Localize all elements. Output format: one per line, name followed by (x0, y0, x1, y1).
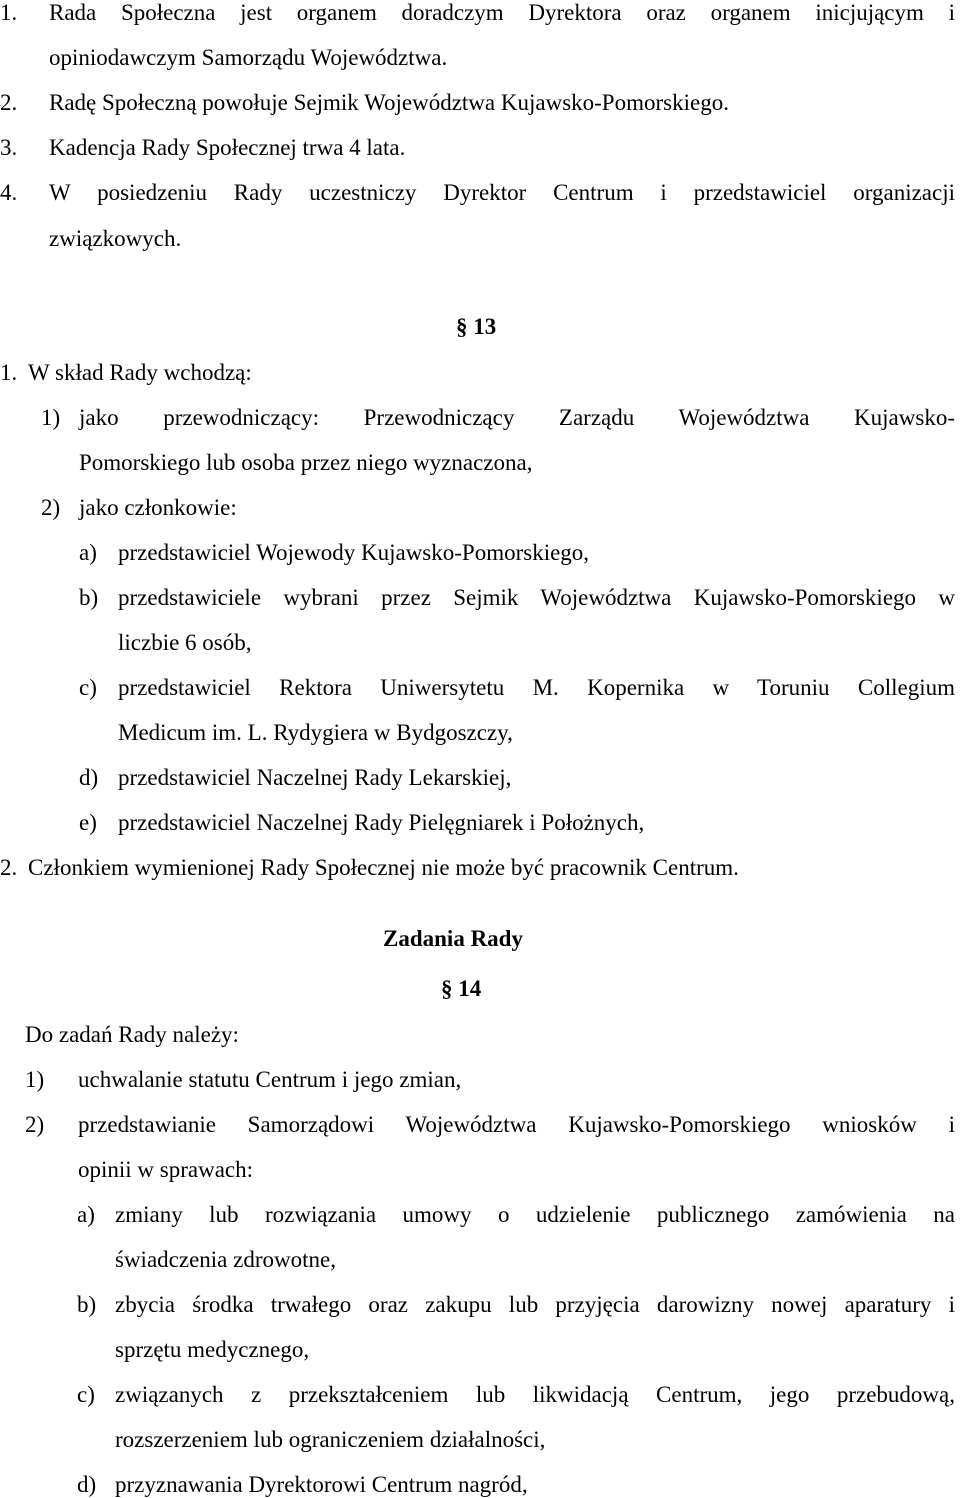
item-text-cont: opinii w sprawach: (78, 1157, 254, 1182)
item-number: 4. (0, 180, 18, 205)
section-13-mark: § 13 (456, 314, 497, 339)
item-number: 1) (25, 1067, 45, 1092)
subitem-text: przedstawiciel Naczelnej Rady Pielęgniarek i Położnych, (118, 810, 645, 835)
item-text: jako przewodniczący: Przewodniczący Zarządu Województwa Kujawsko- (79, 405, 955, 430)
subitem-text-cont: Medicum im. L. Rydygiera w Bydgoszczy, (118, 720, 513, 745)
subitem-letter: a) (79, 540, 97, 565)
item-number: 2) (41, 495, 61, 520)
subitem-letter: b) (77, 1292, 97, 1317)
subitem-text: przedstawiciel Naczelnej Rady Lekarskiej, (118, 765, 512, 790)
item-text: Radę Społeczną powołuje Sejmik Województwa Kujawsko-Pomorskiego. (49, 90, 729, 115)
subitem-text-cont: świadczenia zdrowotne, (115, 1247, 336, 1272)
subitem-letter: c) (77, 1382, 95, 1407)
section-14-mark: § 14 (441, 976, 482, 1001)
item-text: Rada Społeczna jest organem doradczym Dyrektora oraz organem inicjującym i (49, 0, 955, 25)
item-text-cont: opiniodawczym Samorządu Województwa. (49, 45, 448, 70)
item-text: przedstawianie Samorządowi Województwa Kujawsko-Pomorskiego wniosków i (78, 1112, 955, 1137)
item-text: uchwalanie statutu Centrum i jego zmian, (78, 1067, 462, 1092)
paragraph-number: 2. (0, 855, 18, 880)
subitem-text: zbycia środka trwałego oraz zakupu lub przyjęcia darowizny nowej aparatury i (115, 1292, 955, 1317)
item-number: 1) (41, 405, 61, 430)
subitem-letter: a) (77, 1202, 95, 1227)
section-heading: Zadania Rady (383, 926, 523, 951)
subitem-text: przedstawiciel Wojewody Kujawsko-Pomorskiego, (118, 540, 590, 565)
subitem-letter: b) (79, 585, 99, 610)
item-number: 2. (0, 90, 18, 115)
s14-intro: Do zadań Rady należy: (25, 1022, 239, 1047)
item-number: 1. (0, 0, 18, 25)
subitem-letter: d) (77, 1472, 97, 1497)
subitem-text-cont: liczbie 6 osób, (118, 630, 252, 655)
subitem-text-cont: sprzętu medycznego, (115, 1337, 310, 1362)
subitem-text: przedstawiciele wybrani przez Sejmik Województwa Kujawsko-Pomorskiego w (118, 585, 955, 610)
item-number: 3. (0, 135, 18, 160)
subitem-letter: e) (79, 810, 97, 835)
item-text-cont: związkowych. (49, 226, 182, 251)
subitem-text-cont: rozszerzeniem lub ograniczeniem działalności, (115, 1427, 546, 1452)
subitem-text: przyznawania Dyrektorowi Centrum nagród, (115, 1472, 528, 1497)
subitem-text: przedstawiciel Rektora Uniwersytetu M. Kopernika w Toruniu Collegium (118, 675, 955, 700)
paragraph-text: W skład Rady wchodzą: (28, 360, 252, 385)
subitem-letter: c) (79, 675, 97, 700)
item-text: Kadencja Rady Społecznej trwa 4 lata. (49, 135, 406, 160)
subitem-text: zmiany lub rozwiązania umowy o udzielenie publicznego zamówienia na (115, 1202, 955, 1227)
item-text-cont: Pomorskiego lub osoba przez niego wyznaczona, (79, 450, 533, 475)
item-number: 2) (25, 1112, 45, 1137)
item-text: jako członkowie: (79, 495, 237, 520)
item-text: W posiedzeniu Rady uczestniczy Dyrektor Centrum i przedstawiciel organizacji (49, 180, 955, 205)
paragraph-number: 1. (0, 360, 18, 385)
subitem-letter: d) (79, 765, 99, 790)
subitem-text: związanych z przekształceniem lub likwidacją Centrum, jego przebudową, (115, 1382, 955, 1407)
paragraph-text: Członkiem wymienionej Rady Społecznej nie może być pracownik Centrum. (28, 855, 739, 880)
